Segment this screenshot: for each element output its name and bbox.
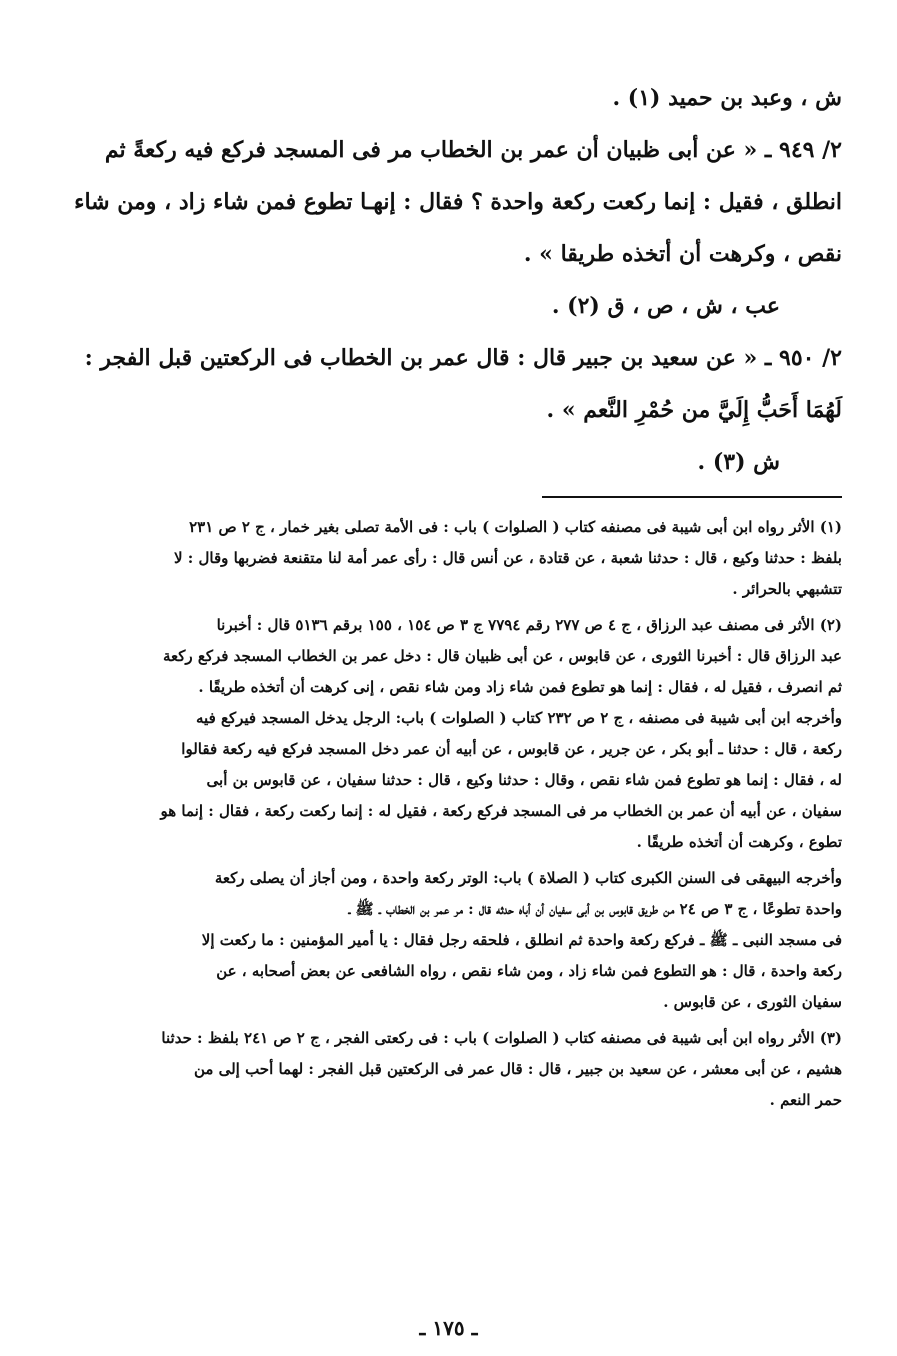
hadith-949-line: انطلق ، فقيل : إنما ركعت ركعة واحدة ؟ فقال : إنهـا تطوع فمن شاء زاد ، ومن شاء xyxy=(74,189,842,215)
footnote-1-line: تتشبهي بالحرائر . xyxy=(732,580,842,598)
footnote-2-line: تطوع ، وكرهت أن أتخذه طريقًا . xyxy=(636,833,842,851)
footnote-2-line: ثم انصرف ، فقيل له ، فقال : إنما هو تطوع فمن شاء زاد ومن شاء نقص ، إنى كرهت أن أتخذه طريقًا . xyxy=(198,678,842,696)
hadith-949-sources: عب ، ش ، ص ، ق (٢) . xyxy=(551,293,780,319)
main-text xyxy=(52,72,842,488)
footnote-2-line: ركعة ، قال : حدثنا ـ أبو بكر ، عن جرير ، عن قابوس ، عن أبيه أن عمر دخل المسجد فركع فيه ركعة فقالوا xyxy=(181,740,842,758)
footnote-2-line: سفيان الثورى ، عن قابوس . xyxy=(663,993,842,1011)
hadith-950-line: ٢/ ٩٥٠ ـ « عن سعيد بن جبير قال : قال عمر بن الخطاب فى الركعتين قبل الفجر : xyxy=(84,345,842,371)
footnote-2-line: عبد الرزاق قال : أخبرنا الثورى ، عن قابوس ، عن أبى ظبيان قال : دخل عمر بن الخطاب المسجد فركع ركعة xyxy=(162,647,842,665)
footnote-2-line: (٢) الأثر فى مصنف عبد الرزاق ، ج ٤ ص ٢٧٧ رقم ٧٧٩٤ ج ٣ ص ١٥٤ ، ١٥٥ برقم ٥١٣٦ قال : أخبرنا xyxy=(216,616,842,634)
footnote-3-line: هشيم ، عن أبى معشر ، عن سعيد بن جبير ، قال : قال عمر فى الركعتين قبل الفجر : لهما أحب إلى من xyxy=(193,1060,842,1078)
hadith-949-line: نقص ، وكرهت أن أتخذه طريقا » . xyxy=(523,241,842,267)
footnote-1-line: بلفظ : حدثنا وكيع ، قال : حدثنا شعبة ، عن قتادة ، عن أنس قال : رأى عمر أمة لنا متقنعة فضربها وقال : لا xyxy=(173,549,842,567)
footnote-2-line: سفيان ، عن أبيه أن عمر بن الخطاب مر فى المسجد فركع ركعة ، فقيل له : إنما ركعت ركعة ، فقال : إنما هو xyxy=(160,802,842,820)
hadith-949-line: ٢/ ٩٤٩ ـ « عن أبى ظبيان أن عمر بن الخطاب مر فى المسجد فركع فيه ركعةً ثم xyxy=(104,137,842,163)
footnote-2-line: وأخرجه البيهقى فى السنن الكبرى كتاب ( الصلاة ) باب: الوتر ركعة واحدة ، ومن أجاز أن يصلى ركعة xyxy=(214,869,842,887)
hadith-950-sources: ش (٣) . xyxy=(697,449,780,475)
main-line: ش ، وعبد بن حميد (١) . xyxy=(612,85,842,111)
footnote-2-line: واحدة تطوعًا ، ج ٣ ص ٢٤ من طريق قابوس بن أبى سفيان أن أباه حدثه قال : مر عمر بن الخطاب ـ ﷺ ـ xyxy=(348,900,842,918)
footnote-3-line: حمر النعم . xyxy=(769,1091,842,1109)
footnotes xyxy=(52,512,842,1116)
footnote-2-line: له ، فقال : إنما هو تطوع فمن شاء نقص ، وقال : حدثنا وكيع ، قال : حدثنا سفيان ، عن قابوس بن أبى xyxy=(206,771,842,789)
hadith-950-line: لَهُمَا أَحَبُّ إِلَيَّ من حُمْرِ النَّعم » . xyxy=(546,397,842,423)
footnote-2-line: فى مسجد النبى ـ ﷺ ـ فركع ركعة واحدة ثم انطلق ، فلحقه رجل فقال : يا أمير المؤمنين : ما ركعت إلا xyxy=(201,931,842,949)
page-number: ـ ١٧٥ ـ xyxy=(419,1316,478,1340)
footnote-1-line: (١) الأثر رواه ابن أبى شيبة فى مصنفه كتاب ( الصلوات ) باب : فى الأمة تصلى بغير خمار ، ج ٢ ص ٢٣١ xyxy=(189,518,842,536)
footnote-2-line: وأخرجه ابن أبى شيبة فى مصنفه ، ج ٢ ص ٢٣٢ كتاب ( الصلوات ) باب: الرجل يدخل المسجد فيركع فيه xyxy=(196,709,842,727)
footnote-3-line: (٣) الأثر رواه ابن أبى شيبة فى مصنفه كتاب ( الصلوات ) باب : فى ركعتى الفجر ، ج ٢ ص ٢٤١ بلفظ : حدثنا xyxy=(161,1029,842,1047)
footnote-2-line: ركعة واحدة ، قال : هو التطوع فمن شاء زاد ، ومن شاء نقص ، رواه الشافعى عن بعض أصحابه ، عن xyxy=(216,962,842,980)
footnote-divider xyxy=(542,496,842,498)
